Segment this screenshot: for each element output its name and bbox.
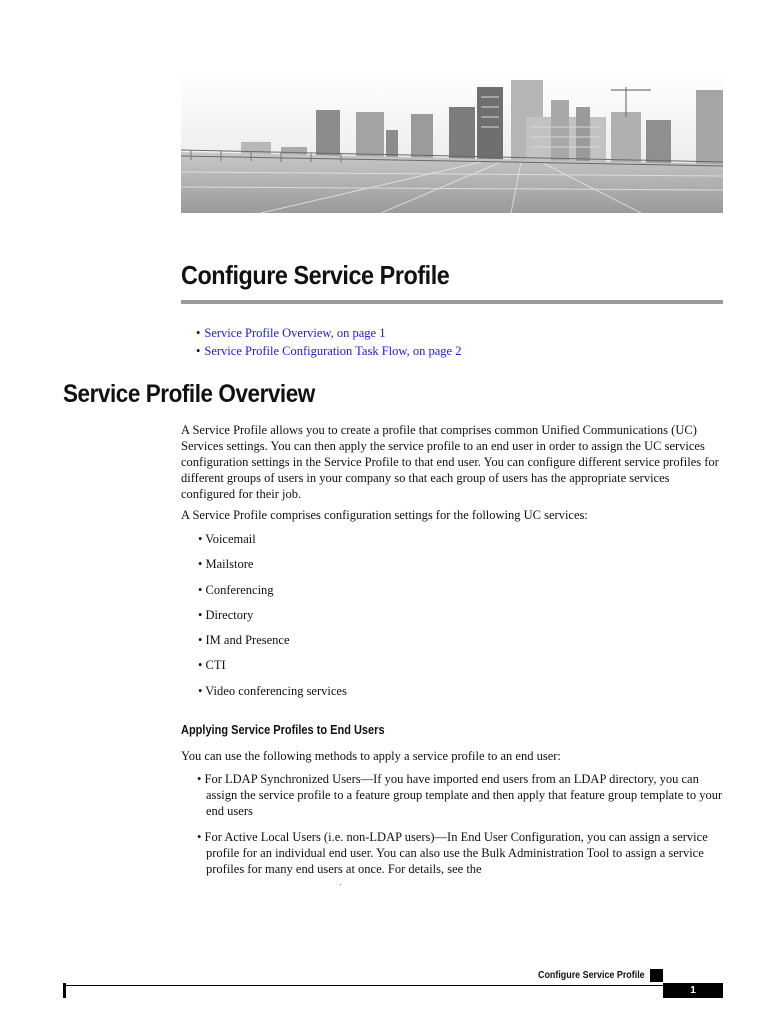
applying-intro-paragraph: You can use the following methods to apply a service profile to an end user: [181, 749, 561, 763]
overview-paragraph: A Service Profile allows you to create a profile that comprises common Unified Communications (UC) Services settings. You can then apply the service profile to an end user in order to assign the UC services configuration settings in the Service Profile to that end user. You can configure different service profiles for different groups of users in your company so that each group of users has the appropriate services configured for their job. [181, 423, 719, 501]
uc-services-list [198, 531, 347, 708]
footer-rule [63, 985, 663, 986]
services-intro-paragraph: A Service Profile comprises configuration settings for the following UC services: [181, 508, 588, 522]
list-item: • CTI [198, 658, 226, 673]
header-banner-image [181, 72, 723, 213]
chapter-title-rule [181, 300, 723, 304]
stray-mark [340, 884, 341, 885]
chapter-title: Configure Service Profile [181, 260, 450, 290]
toc-item: • Service Profile Configuration Task Flow, on page 2 [196, 344, 462, 358]
list-item: • For Active Local Users (i.e. non-LDAP users)—In End User Configuration, you can assign a service profile for an individual end user. You can also use the Bulk Administration Tool to assign a service profiles for many end users at once. For details, see the [197, 830, 708, 876]
applying-subheading: Applying Service Profiles to End Users [181, 723, 385, 737]
toc-link-overview[interactable]: Service Profile Overview, on page 1 [204, 326, 386, 340]
list-item: • Directory [198, 607, 254, 622]
apply-methods-list [197, 771, 727, 877]
list-item: • Voicemail [198, 532, 256, 546]
list-item: • For LDAP Synchronized Users—If you have imported end users from an LDAP directory, you can assign the service profile to a feature group template and then apply that feature group template to your end users [197, 772, 723, 818]
footer-chapter-title: Configure Service Profile [538, 969, 645, 981]
toc-link-task-flow[interactable]: Service Profile Configuration Task Flow, on page 2 [204, 344, 462, 358]
chapter-toc [196, 324, 461, 360]
footer-marker-square [650, 969, 663, 982]
section-title: Service Profile Overview [63, 380, 315, 408]
toc-item: • Service Profile Overview, on page 1 [196, 326, 386, 340]
city-skyline-illustration [181, 72, 723, 213]
page-number: 1 [663, 983, 723, 998]
list-item: • Conferencing [198, 582, 274, 597]
list-item: • Video conferencing services [198, 683, 347, 698]
list-item: • IM and Presence [198, 633, 290, 648]
list-item: • Mailstore [198, 557, 254, 572]
